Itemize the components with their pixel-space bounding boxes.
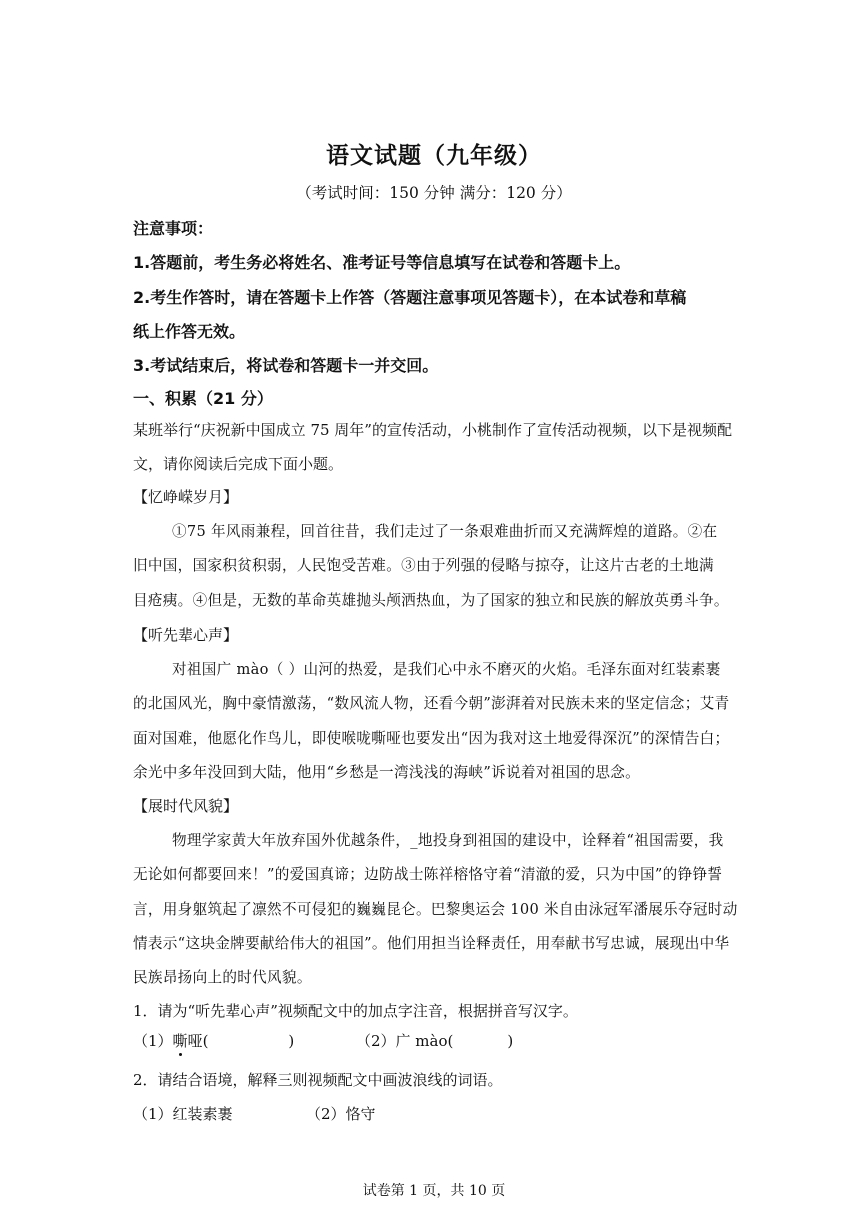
memory-line-2: 旧中国，国家积贫积弱，人民饱受苦难。③由于列强的侵略与掠夺，让这片古老的土地满 (133, 557, 714, 574)
question-1-part-b-text: （2）广 mào( (356, 1032, 454, 1050)
notice-item-1: 1.答题前，考生务必将姓名、准考证号等信息填写在试卷和答题卡上。 (133, 253, 631, 272)
question-1-part-b-close: ) (507, 1032, 514, 1050)
part-heading-voices: 【听先辈心声】 (133, 626, 239, 644)
question-1-part-b (356, 1030, 513, 1051)
era-line-2: 无论如何都要回来！”的爱国真谛；边防战士陈祥榕恪守着“清澈的爱，只为中国”的铮铮誓 (133, 866, 723, 883)
question-1-part-a-close: ) (288, 1032, 295, 1050)
era-line-5: 民族昂扬向上的时代风貌。 (133, 969, 312, 986)
question-1-part-a-label: （1） (133, 1032, 173, 1050)
voices-line-3: 面对国难，他愿化作鸟儿，即使喉咙嘶哑也要发出“因为我对这土地爱得深沉”的深情告白； (133, 730, 730, 747)
notice-item-3: 3.考试结束后，将试卷和答题卡一并交回。 (133, 356, 439, 375)
exam-info: （考试时间：150 分钟 满分：120 分） (296, 184, 572, 202)
voices-line-1: 对祖国广 mào（ ）山河的热爱，是我们心中永不磨灭的火焰。毛泽东面对红装素裹 (172, 661, 721, 678)
voices-line-2: 的北国风光，胸中豪情激荡，“数风流人物，还看今朝”澎湃着对民族未来的坚定信念；艾青 (133, 695, 730, 712)
question-1-part-a-rest: 哑( (187, 1032, 209, 1050)
notice-heading: 注意事项： (133, 219, 214, 238)
memory-line-1: ①75 年风雨兼程，回首往昔，我们走过了一条艰难曲折而又充满辉煌的道路。②在 (172, 523, 718, 540)
page-title: 语文试题（九年级） (326, 143, 542, 169)
part-heading-era: 【展时代风貌】 (133, 797, 239, 815)
question-1-stem: 1．请为“听先辈心声”视频配文中的加点字注音，根据拼音写汉字。 (133, 1002, 578, 1020)
section-intro-line-2: 文，请你阅读后完成下面小题。 (133, 455, 344, 473)
question-2-part-a: （1）红装素裹 (133, 1105, 233, 1123)
notice-item-2-line-2: 纸上作答无效。 (133, 322, 246, 341)
voices-line-4: 余光中多年没回到大陆，他用“乡愁是一湾浅浅的海峡”诉说着对祖国的思念。 (133, 764, 641, 781)
era-line-1: 物理学家黄大年放弃国外优越条件，_地投身到祖国的建设中，诠释着“祖国需要，我 (172, 832, 724, 849)
dotted-character: 嘶 (172, 1032, 188, 1050)
section-heading: 一、积累（21 分） (133, 389, 273, 408)
era-line-4: 情表示“这块金牌要献给伟大的祖国”。他们用担当诠释责任，用奉献书写忠诚，展现出中华 (133, 935, 730, 952)
memory-line-3: 目疮痍。④但是，无数的革命英雄抛头颅洒热血，为了国家的独立和民族的解放英勇斗争。 (133, 592, 729, 609)
question-2-stem: 2．请结合语境，解释三则视频配文中画波浪线的词语。 (133, 1071, 503, 1089)
notice-item-2-line-1: 2.考生作答时，请在答题卡上作答（答题注意事项见答题卡），在本试卷和草稿 (133, 288, 687, 307)
era-line-3: 言，用身躯筑起了凛然不可侵犯的巍巍昆仑。巴黎奥运会 100 米自由泳冠军潘展乐夺冠时动 (133, 901, 738, 918)
part-heading-memory: 【忆峥嵘岁月】 (133, 488, 239, 506)
question-2-part-b: （2）恪守 (306, 1105, 376, 1123)
section-intro-line-1: 某班举行“庆祝新中国成立 75 周年”的宣传活动，小桃制作了宣传活动视频，以下是视频配 (133, 421, 732, 439)
question-1-part-a (133, 1030, 294, 1051)
page-footer: 试卷第 1 页，共 10 页 (362, 1183, 506, 1199)
